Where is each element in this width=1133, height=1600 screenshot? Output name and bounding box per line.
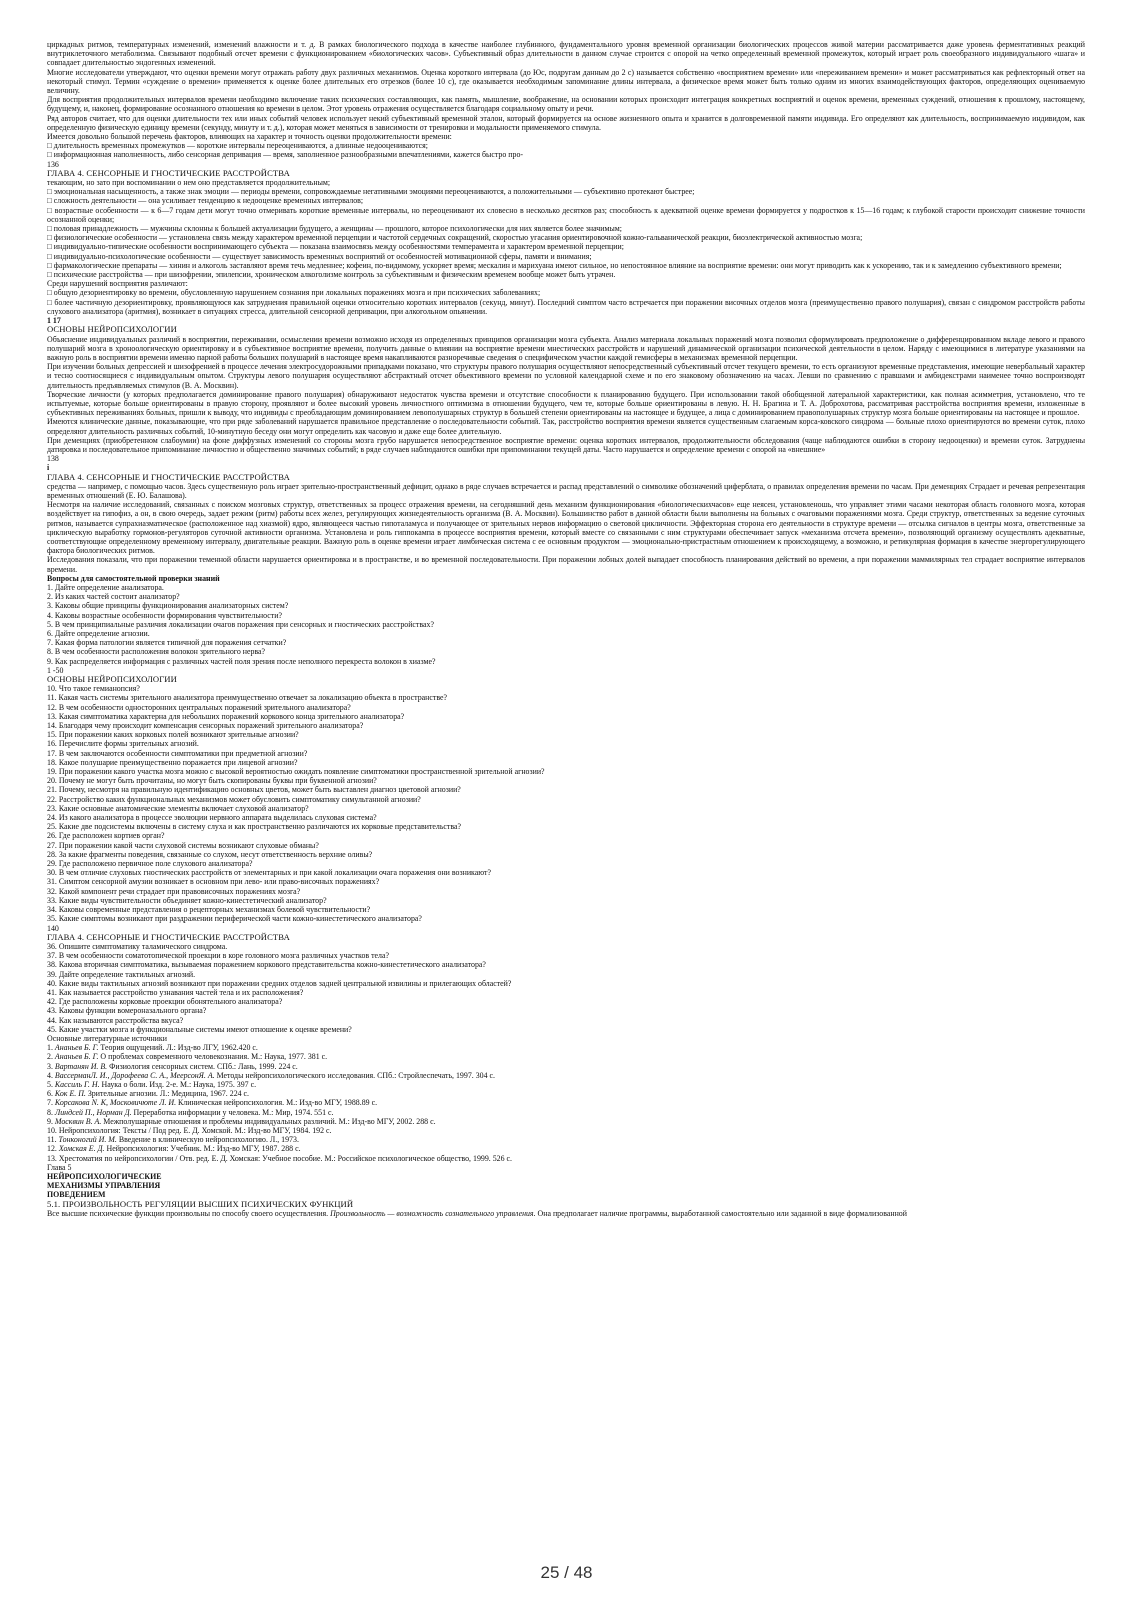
- paragraph: 13. Какая симптоматика характерна для небольших поражений коркового конца зрительного анализатора?: [47, 711, 405, 721]
- paragraph: 30. В чем отличие слуховых гностических расстройств от элементарных и при какой локализации очага поражения они возникают?: [47, 868, 491, 878]
- paragraph: текающим, но зато при воспоминании о нем оно представляется продолжительным;: [47, 178, 331, 188]
- paragraph-text: Все высшие психические функции произвольны по способу своего осуществления.: [47, 1208, 331, 1218]
- paragraph: 20. Почему не могут быть прочитаны, но могут быть скопированы буквы при буквенной агнозии?: [47, 776, 377, 786]
- paragraph: 1. Дайте определение анализатора.: [47, 582, 164, 592]
- paragraph: 13. Хрестоматия по нейропсихологии / Отв. ред. Е. Д. Хомская: Учебное пособие. М.: Российское психологическое общество, 1999. 526 с.: [47, 1153, 513, 1163]
- paragraph: 29. Где расположено первичное поле слухового анализатора?: [47, 859, 253, 869]
- reference-author: Москвин В. А.: [54, 1116, 102, 1126]
- reference-number: 7.: [47, 1098, 55, 1108]
- reference-item: [47, 1135, 1085, 1144]
- page-indicator: 25 / 48: [540, 1563, 593, 1582]
- paragraph: 34. Каковы современные представления о рецепторных механизмах болевой чувствительности?: [47, 905, 371, 915]
- reference-title: Введение в клиническую нейропсихологию. Л., 1973.: [116, 1135, 299, 1145]
- paragraph: 42. Где расположены корковые проекции обонятельного анализатора?: [47, 997, 283, 1007]
- bullet-item: □ возрастные особенности — к 6—7 годам дети могут точно отмеривать короткие временные интервалы, но переоценивают их словесно в несколько десятков раз; способность к адекватной оценке времени формируется у подростков к 15—16 годам; к глубокой старости происходит снижение точности осознанной оценки;: [47, 206, 1085, 224]
- paragraph: 39. Дайте определение тактильных агнозий.: [47, 969, 196, 979]
- paragraph: 43. Каковы функции вомероназального органа?: [47, 1006, 207, 1016]
- bold-heading: Вопросы для самостоятельной проверки знаний: [47, 573, 220, 583]
- reference-item: [47, 1043, 1085, 1052]
- bold-heading: ПОВЕДЕНИЕМ: [47, 1190, 106, 1200]
- bullet-item: □ информационная наполненность, либо сенсорная депривация — время, заполненное разнообразными впечатлениями, кажется быстро про-: [47, 150, 1085, 159]
- reference-number: 2.: [47, 1052, 55, 1062]
- reference-author: Ананьев Б. Г.: [54, 1052, 99, 1062]
- paragraph: 15. При поражении каких корковых полей возникают зрительные агнозии?: [47, 730, 299, 740]
- reference-title: Межполушарные отношения и проблемы индивидуальных различий. М.: Изд-во МГУ, 2002. 288 с.: [101, 1116, 436, 1126]
- paragraph: Глава 5: [47, 1162, 72, 1172]
- bullet-item: □ индивидуально-психологические особенности — существует зависимость временных восприятий от особенностей мотивационной сферы, памяти и внимания;: [47, 252, 1085, 261]
- running-header: ГЛАВА 4. СЕНСОРНЫЕ И ГНОСТИЧЕСКИЕ РАССТРОЙСТВА: [47, 167, 290, 178]
- reference-number: 5.: [47, 1079, 55, 1089]
- paragraph: Основные литературные источники: [47, 1033, 167, 1043]
- bullet-item: □ половая принадлежность — мужчины склонны к большей актуализации будущего, а женщины — прошлого, которое психологически для них является более значимым;: [47, 224, 1085, 233]
- bullet-item: □ физиологические особенности — установлена связь между характером временной перцепции и частотой сердечных сокращений, скоростью угасания ориентировочной кожно-гальванической реакции, биоэлектрической активностью мозга;: [47, 233, 1085, 242]
- paragraph: 41. Как называется расстройство узнавания частей тела и их расположения?: [47, 987, 304, 997]
- reference-number: 12.: [47, 1144, 59, 1154]
- paragraph: 31. Симптом сенсорной амузии возникает в основном при лево- или право-височных поражениях?: [47, 877, 380, 887]
- reference-author: Корсакова N. К, Московичюте Л. И.: [54, 1098, 177, 1108]
- paragraph: Многие исследователи утверждают, что оценки времени могут отражать работу двух различных механизмов. Оценка короткого интервала (до Юс, подругам данным до 2 с) называется собственно «восприятием времени» или «переживанием времени» и может рассматриваться как рефлекторный ответ на некоторый стимул. Термин «суждение о времени» применяется к оценке более длительных его отрезков (более 10 с), где оказывается необходимым запоминание длины интервала, а физическое время может быть только одним из многих взаимодействующих факторов, определяющих оцениваемую величину.: [47, 67, 1085, 96]
- reference-author: Вартанян И. В.: [54, 1061, 108, 1071]
- paragraph: 5. В чем принципиальные различия локализации очагов поражения при сенсорных и гностических расстройствах?: [47, 619, 434, 629]
- paragraph: 22. Расстройство каких функциональных механизмов может обусловить симптоматику симультанной агнозии?: [47, 794, 421, 804]
- paragraph: 4. Каковы возрастные особенности формирования чувствительности?: [47, 610, 282, 620]
- reference-number: 9.: [47, 1116, 55, 1126]
- paragraph: средства — например, с помощью часов. Здесь существенную роль играет зрительно-пространственный дефицит, однако в ряде случаев встречается и распад представлений о символике обозначений циферблата, о правилах определения времени по часам. При деменциях Страдает и речевая репрезентация временных отношений (Е. Ю. Балашова).: [47, 481, 1085, 500]
- page-number: 138: [47, 454, 59, 464]
- running-header: ОСНОВЫ НЕЙРОПСИХОЛОГИИ: [47, 674, 177, 685]
- running-header: ГЛАВА 4. СЕНСОРНЫЕ И ГНОСТИЧЕСКИЕ РАССТРОЙСТВА: [47, 471, 290, 482]
- paragraph: Ряд авторов считает, что для оценки длительности тех или иных событий человек использует некий субъективный временной эталон, который формируется на основе жизненного опыта и хранится в долговременной памяти индивида. Его определяют как длительность, воспринимаемую индивидом, как определенную физическую единицу времени (секунду, минуту и т. д.), которая может меняться в зависимости от тренировки и модальности применяемого стимула.: [47, 113, 1085, 132]
- reference-item: [47, 1089, 1085, 1098]
- reference-title: Методы нейропсихологического исследования. СПб.: Стройлеспечать, 1997. 304 с.: [214, 1070, 495, 1080]
- reference-number: 4.: [47, 1070, 55, 1080]
- paragraph: 44. Как называются расстройства вкуса?: [47, 1015, 184, 1025]
- paragraph: Объяснение индивидуальных различий в восприятии, переживании, осмыслении времени возможно исходя из определенных принципов организации мозга субъекта. Анализ материала локальных поражений мозга позволил сформулировать предположение о дифференцированном вкладе левого и правого полушарий мозга в хроноологическую ориентировку и в субъективное восприятие времени, получить данные о влиянии на восприятие времени мнестических расстройств и нарушений динамической организации психической деятельности в целом. Наряду с имеющимися в литературе указаниями на важную роль в восприятии времени именно парной работы больших полушарий в настоящее время накапливаются разноречивые сведения о специфическом участии каждой гемисферы в механизмах временной перцепции.: [47, 334, 1085, 362]
- running-header: 5.1. ПРОИЗВОЛЬНОСТЬ РЕГУЛЯЦИИ ВЫСШИХ ПСИХИЧЕСКИХ ФУНКЦИЙ: [47, 1198, 354, 1209]
- reference-item: [47, 1098, 1085, 1107]
- reference-author: Кассиль Г. Н.: [54, 1079, 100, 1089]
- paragraph: 7. Какая форма патологии является типичной для поражения сетчатки?: [47, 638, 287, 648]
- paragraph: 45. Какие участки мозга и функциональные системы имеют отношение к оценке времени?: [47, 1024, 352, 1034]
- paragraph: Для восприятия продолжительных интервалов времени необходимо включение таких психических составляющих, как память, мышление, воображение, на основании которых происходит интеграция конкретных восприятий и оценок времени, временных суждений, отношения к прошлому, настоящему, будущему, и, наконец, формирование осознанного отношения ко времени в целом. Этот уровень отражения осуществляется благодаря социальному опыту и речи.: [47, 95, 1085, 114]
- bullet-item: □ сложность деятельности — она усиливает тенденцию к недооценке временных интервалов;: [47, 196, 1085, 205]
- bullet-item: □ более частичную дезориентировку, проявляющуюся как затруднения правильной оценки относительно коротких интервалов (секунд, минут). Последний симптом часто встречается при поражении височных отделов мозга (преимущественно правого полушария), связан с синдромом расстройств работы слухового анализатора (аритмия), возникает в ситуациях стресса, длительной сенсорной депривации, при алкогольном опьянении.: [47, 298, 1085, 316]
- reference-item: [47, 1144, 1085, 1153]
- paragraph: 6. Дайте определение агнозии.: [47, 629, 150, 638]
- bullet-item: □ эмоциональная насыщенность, а также знак эмоции — периоды времени, сопровождаемые негативными эмоциями переоцениваются, а положительными — субъективно протекают быстрее;: [47, 187, 1085, 196]
- paragraph-emphasis: Произвольность — возможность сознательного управления.: [330, 1208, 536, 1218]
- document-page: [47, 40, 1085, 1540]
- paragraph: 10. Нейропсихология: Тексты / Под ред. Е. Д. Хомской. М.: Изд-во МГУ, 1984. 192 с.: [47, 1125, 332, 1135]
- reference-title: Наука о боли. Изд. 2-е. М.: Наука, 1975. 397 с.: [99, 1079, 257, 1089]
- paragraph: 2. Из каких частей состоит анализатор?: [47, 592, 180, 602]
- page-number: 140: [47, 923, 59, 933]
- reference-item: [47, 1117, 1085, 1126]
- paragraph: При изучении больных депрессией и шизофренией в процессе лечения электросудорожными припадками показано, что структуры правого полушария осуществляют непосредственный субъективный отсчет текущего времени, то есть организуют временные представления, имеющие невербальный характер и тесно соотносящиеся с индивидуальным опытом. Структуры левого полушария осуществляют абстрактный отсчет объективного времени по условной календарной схеме и по его знаковому обозначению на часах. Левши по сравнению с правшами и амбидекстрами наименее точно воспроизводят длительность предъявляемых стимулов (В. А. Москвин).: [47, 362, 1085, 390]
- page-number: i: [47, 463, 50, 473]
- reference-title: Клиническая нейропсихология. М.: Изд-во МГУ, 1988.89 с.: [176, 1098, 378, 1108]
- running-header: ГЛАВА 4. СЕНСОРНЫЕ И ГНОСТИЧЕСКИЕ РАССТРОЙСТВА: [47, 931, 290, 942]
- bullet-item: □ длительность временных промежутков — короткие интервалы переоцениваются, а длинные недооцениваются;: [47, 141, 1085, 150]
- paragraph: 28. За какие фрагменты поведения, связанные со слухом, несут ответственность верхние оливы?: [47, 849, 373, 859]
- paragraph: 21. Почему, несмотря на правильную идентификацию основных цветов, может быть выставлен диагноз цветовой агнозии?: [47, 785, 461, 795]
- paragraph: 12. В чем особенности односторонних центральных поражений зрительного анализатора?: [47, 702, 351, 712]
- paragraph: 17. В чем заключаются особенности симптоматики при предметной агнозии?: [47, 748, 308, 758]
- reference-number: 8.: [47, 1107, 55, 1117]
- paragraph: Имеется довольно большой перечень факторов, влияющих на характер и точность оценки продолжительности времени:: [47, 132, 452, 142]
- paragraph: 38. Какова вторичная симптоматика, вызываемая поражением коркового представительства кожно-кинестетического анализатора?: [47, 960, 486, 970]
- paragraph: 24. Из какого анализатора в процессе эволюции нервного аппарата выделилась слуховая система?: [47, 813, 377, 823]
- reference-item: [47, 1052, 1085, 1061]
- paragraph: 3. Каковы общие принципы функционирования анализаторных систем?: [47, 601, 289, 611]
- running-header: ОСНОВЫ НЕЙРОПСИХОЛОГИИ: [47, 324, 177, 335]
- paragraph: 36. Опишите симптоматику таламического синдрома.: [47, 941, 228, 951]
- paragraph: [47, 1209, 1085, 1218]
- paragraph: 32. Какой компонент речи страдает при правовисочных поражениях мозга?: [47, 886, 301, 896]
- paragraph: 23. Какие основные анатомические элементы включает слуховой анализатор?: [47, 803, 309, 813]
- reference-item: [47, 1062, 1085, 1071]
- paragraph: Несмотря на наличие исследований, связанных с поиском мозговых структур, ответственных за процесс отражения времени, на сегодняшний день механизм функционирования «биологическихчасов» еще неясен, установленошь, что управляет этими часами некоторая область головного мозга, которая воздействует на гипофиз, а он, в свою очередь, задает режим (ритм) работы всех желез, регулирующих жизнедеятельность организма (В. А. Москвин). Большинство работ в данной области были выполнены на больных с очаговыми поражениями мозга. Среди структур, ответственных за ведение суточных ритмов, называется супрахиазматическое (расположенное над хиазмой) ядро, являющееся частью гипоталамуса и получающее от зрительных нервов информацию о световой цикличности. Эффекторная сторона его деятельности в структуре времени — отсылка сигналов в центры мозга, ответственные за циклическую выработку гормонов-регуляторов суточной активности организма. Установлена и роль гиппокампа в процессе восприятия времени, который вместе со связанными с ним структурами обеспечивает запуск «механизма отсчета времени», позволяющий организму осуществлять адекватные, соответствующие определенному временному интервалу, двигательные реакции. Важную роль в оценке времени играет лимбическая система с ее основным продуктом — эмоционально-пристрастным отношением к происходящему, а возможно, и ретикулярная формация в качестве энергорегулирующего фактора биологических ритмов.: [47, 500, 1085, 556]
- bullet-item: □ индивидуально-типические особенности воспринимающего субъекта — показана взаимосвязь между особенностями темперамента и характером временной перцепции;: [47, 242, 1085, 251]
- paragraph: Исследования показали, что при поражении теменной области нарушается ориентировка и в пространстве, и во временной последовательности. При поражении лобных долей выпадает способность планирования действий во времени, а при поражении маммилярных тел страдает восприятие интервалов времени.: [47, 555, 1085, 574]
- reference-item: [47, 1080, 1085, 1089]
- paragraph: 37. В чем особенности соматотопической проекции в коре головного мозга различных участков тела?: [47, 951, 389, 961]
- reference-title: Нейропсихология: Учебник. М.: Изд-во МГУ, 1987. 288 с.: [104, 1144, 301, 1154]
- bullet-item: □ фармакологические препараты — хинин и алкоголь заставляют время течь медленнее; кофеин, по-видимому, ускоряет время; мескалин и марихуана имеют сильное, но непостоянное влияние на восприятие времени: они могут приводить как к ускорению, так и к замедлению субъективного времени;: [47, 261, 1085, 270]
- reference-author: Ананьев Б. Г.: [54, 1043, 99, 1053]
- paragraph: 33. Какие виды чувствительности объединяет кожно-кинестетический анализатор?: [47, 895, 327, 905]
- page-number: 136: [47, 159, 59, 169]
- reference-author: ВассерманЛ. И., Дорофеева С. А., МеерсонЯ. А.: [54, 1070, 215, 1080]
- paragraph: Имеются клинические данные, показывающие, что при ряде заболеваний нарушается правильное представление о последовательности событий. Так, расстройство восприятия времени является существенным слагаемым корса-ковского синдрома — больные плохо ориентируются во времени суток, плохо определяют длительность различных событий, 10-минутную беседу они могут определить как часовую и даже еще более длительную.: [47, 417, 1085, 436]
- paragraph-text: Она предполагает наличие программы, выработанной самостоятельно или заданной в виде формализованной: [535, 1208, 907, 1218]
- reference-title: Физиология сенсорных систем. СПб.: Лань, 1999. 224 с.: [107, 1061, 298, 1071]
- bold-heading: НЕЙРОПСИХОЛОГИЧЕСКИЕ: [47, 1171, 162, 1181]
- paragraph: 14. Благодаря чему происходит компенсация сенсорных поражений зрительного анализатора?: [47, 721, 364, 731]
- reference-title: Теория ощущений. Л.: Изд-во ЛГУ, 1962.420 с.: [98, 1043, 258, 1053]
- paragraph: 40. Какие виды тактильных агнозий возникают при поражении средних отделов задней центральной извилины и прилегающих областей?: [47, 978, 512, 988]
- paragraph: 9. Как распределяется информация с различных частей поля зрения после неполного перекреста волокон в хиазме?: [47, 656, 436, 666]
- paragraph: 18. Какое полушарие преимущественно поражается при лицевой агнозии?: [47, 757, 298, 767]
- paragraph: циркадных ритмов, температурных изменений, изменений влажности и т. д. В рамках биологического подхода в качестве наиболее глубинного, фундаментального уровня временной организации биологических процессов живой материи рассматривается даже уровень ферментативных реакций внутриклеточного метаболизма. Связывают подобный отсчет времени с функционированием «биологических часов». Субъективный образ длительности в данном случае строится с опорой на четко определенный временной промежуток, который играет роль своеобразного индивидуального «шага» и совпадает длительностью эндогенных изменений.: [47, 40, 1085, 68]
- reference-author: Хомская Е. Д.: [58, 1144, 105, 1154]
- bullet-item: □ психические расстройства — при шизофрении, эпилепсии, хроническом алкоголизме контроль за субъективным и физическим временем вообще может быть утрачен.: [47, 270, 1085, 279]
- reference-number: 6.: [47, 1089, 55, 1099]
- paragraph: 25. Какие две подсистемы включены в систему слуха и как пространственно различаются их корковые представительства?: [47, 822, 462, 832]
- reference-title: Переработка информации у человека. М.: Мир, 1974. 551 с.: [131, 1107, 334, 1117]
- page-number: 1 -50: [47, 665, 64, 675]
- reference-title: Зрительные агнозии. Л.: Медицина, 1967. 224 с.: [85, 1089, 250, 1099]
- reference-number: 11.: [47, 1135, 59, 1145]
- reference-item: [47, 1071, 1085, 1080]
- paragraph: При деменциях (приобретенном слабоумии) на фоне диффузных изменений со стороны мозга грубо нарушается непосредственное восприятие времени: оценка коротких интервалов, продолжительности обследования (чаще наблюдаются ошибки в сторону недооценки) и времени суток. Затруднены датировка и последовательное припоминание личностно и общественно значимых событий; в ряде случаев наблюдаются ошибки при припоминании текущей даты. Часто нарушается и определение времени с опорой на «внешние»: [47, 435, 1085, 454]
- bullet-item: □ общую дезориентировку во времени, обусловленную нарушением сознания при локальных поражениях мозга и при психических заболеваниях;: [47, 288, 1085, 297]
- paragraph: 16. Перечислите формы зрительных агнозий.: [47, 739, 199, 749]
- reference-author: Линдсей П., Норман Д.: [54, 1107, 132, 1117]
- paragraph: 10. Что такое гемианопсия?: [47, 684, 140, 694]
- reference-number: 3.: [47, 1061, 55, 1071]
- paragraph: 35. Какие симптомы возникают при раздражении периферической части кожно-кинестетического анализатора?: [47, 914, 422, 924]
- paragraph: 27. При поражении какой части слуховой системы возникают слуховые обманы?: [47, 840, 319, 850]
- page-number: 1 17: [47, 316, 61, 326]
- reference-number: 1.: [47, 1043, 55, 1053]
- paragraph: 11. Какая часть системы зрительного анализатора преимущественно отвечает за локализацию объекта в пространстве?: [47, 693, 448, 703]
- paragraph: Творческие личности (у которых предполагается доминирование правого полушария) обнаруживают недостаток чувства времени и отсутствие способности к планированию будущего. При использовании такой обобщенной латеральной характеристики, как полная асимметрия, установлено, что те испытуемые, которые больше ориентированы в правую сторону, проявляют и более высокий уровень личностного оптимизма в отношении будущего, чем те, которые больше ориентированы в левую. Н. Н. Брагина и Т. А. Доброхотова, рассматривая расстройства восприятия времени, изложенные в субъективных переживаниях больных, пришли к выводу, что индивиды с преобладающим доминированием левополушарных структур в большей степени ориентированы на настоящее и будущее, а лица с доминированием правополушарных структур мозга больше ориентированы на настоящее и прошлое.: [47, 389, 1085, 418]
- reference-author: Тонконогий И. М.: [58, 1135, 117, 1145]
- reference-item: [47, 1108, 1085, 1117]
- paragraph: 19. При поражении какого участка мозга можно с высокой вероятностью ожидать появление симптоматики пространственной зрительной агнозии?: [47, 767, 545, 777]
- paragraph: 26. Где расположен кортиев орган?: [47, 831, 165, 841]
- bold-heading: МЕХАНИЗМЫ УПРАВЛЕНИЯ: [47, 1181, 161, 1191]
- paragraph: 8. В чем особенности расположения волокон зрительного нерва?: [47, 647, 266, 657]
- reference-title: О проблемах современного человекознания. М.: Наука, 1977. 381 с.: [98, 1052, 328, 1062]
- reference-author: Кок Е. П.: [54, 1089, 86, 1099]
- paragraph: Среди нарушений восприятия различают:: [47, 279, 188, 289]
